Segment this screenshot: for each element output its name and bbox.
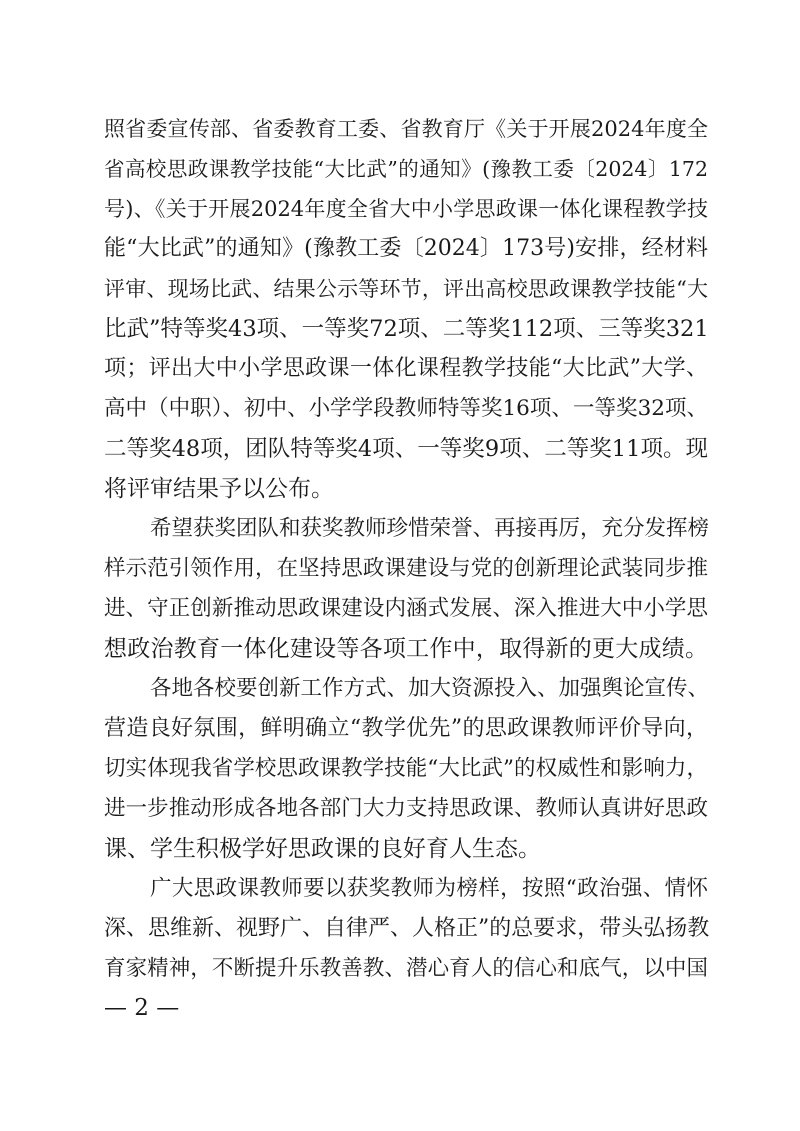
paragraph-1-line-3: 号)、《关于开展2024年度全省大中小学思政课一体化课程教学技 bbox=[104, 197, 708, 221]
paragraph-1-line-6: 比武”特等奖43项、一等奖72项、二等奖112项、三等奖321 bbox=[104, 316, 709, 342]
paragraph-4-line-2: 深、思维新、视野广、自律严、人格正”的总要求，带头弘扬教 bbox=[104, 916, 710, 941]
paragraph-1-line-9: 二等奖48项，团队特等奖4项、一等奖9项、二等奖11项。现 bbox=[104, 436, 708, 462]
paragraph-1-line-10: 将评审结果予以公布。 bbox=[104, 476, 334, 502]
paragraph-3-line-3: 切实体现我省学校思政课教学技能“大比武”的权威性和影响力， bbox=[104, 756, 708, 781]
paragraph-1-line-5: 评审、现场比武、结果公示等环节，评出高校思政课教学技能“大 bbox=[104, 277, 708, 301]
paragraph-3-line-2: 营造良好氛围，鲜明确立“教学优先”的思政课教师评价导向， bbox=[104, 716, 708, 741]
paragraph-1-line-7: 项；评出大中小学思政课一体化课程教学技能“大比武”大学、 bbox=[104, 356, 708, 381]
paragraph-4-line-3: 育家精神，不断提升乐教善教、潜心育人的信心和底气，以中国 bbox=[104, 956, 708, 981]
paragraph-1-line-4: 能“大比武”的通知》(豫教工委〔2024〕173号)安排，经材料 bbox=[104, 236, 708, 261]
paragraph-2-line-2: 样示范引领作用，在坚持思政课建设与党的创新理论武装同步推 bbox=[104, 556, 708, 581]
paragraph-3-line-5: 课、学生积极学好思政课的良好育人生态。 bbox=[104, 836, 541, 862]
paragraph-2-line-3: 进、守正创新推动思政课建设内涵式发展、深入推进大中小学思 bbox=[104, 596, 708, 621]
paragraph-1-line-1: 照省委宣传部、省委教育工委、省教育厅《关于开展2024年度全 bbox=[104, 117, 708, 141]
paragraph-2-line-4: 想政治教育一体化建设等各项工作中，取得新的更大成绩。 bbox=[104, 636, 708, 662]
paragraph-3-line-1: 各地各校要创新工作方式、加大资源投入、加强舆论宣传、 bbox=[150, 676, 710, 701]
paragraph-1-line-8: 高中（中职）、初中、小学学段教师特等奖16项、一等奖32项、 bbox=[104, 396, 708, 421]
paragraph-2-line-1: 希望获奖团队和获奖教师珍惜荣誉、再接再厉，充分发挥榜 bbox=[150, 516, 710, 541]
page-number: — 2 — bbox=[104, 995, 180, 1021]
paragraph-3-line-4: 进一步推动形成各地各部门大力支持思政课、教师认真讲好思政 bbox=[104, 796, 708, 821]
paragraph-4-line-1: 广大思政课教师要以获奖教师为榜样，按照“政治强、情怀 bbox=[150, 876, 708, 901]
paragraph-1-line-2: 省高校思政课教学技能“大比武”的通知》(豫教工委〔2024〕172 bbox=[104, 157, 708, 181]
